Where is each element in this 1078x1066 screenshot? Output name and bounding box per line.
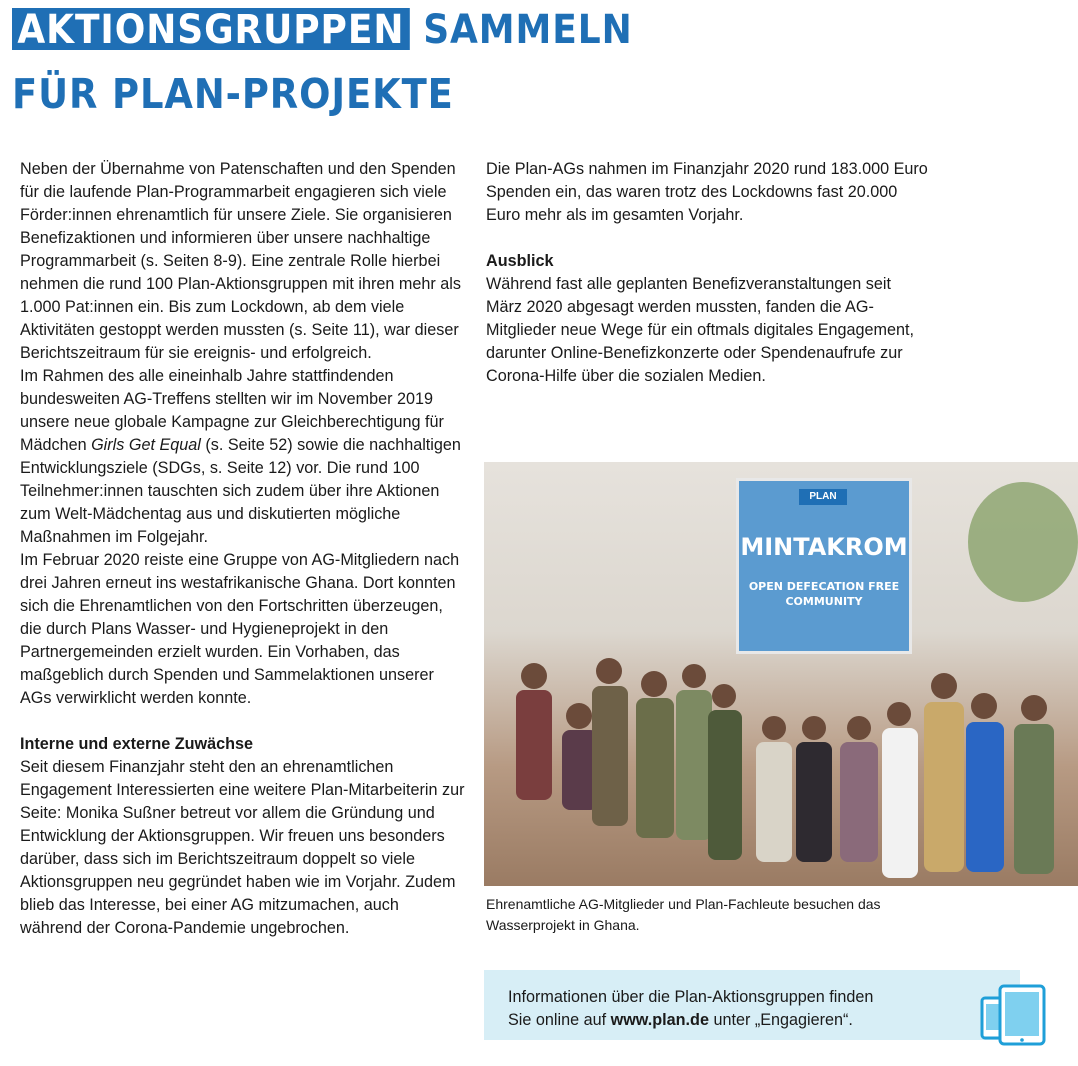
info-box (484, 970, 1020, 1040)
section-heading: Interne und externe Zuwächse (20, 735, 253, 753)
paragraph: Im Rahmen des alle eineinhalb Jahre stattfindenden bundesweiten AG-Treffens stellten wir im November 2019 unsere neue globale Kampagne zur Gleichberechtigung für Mädchen Girls Get Equal (s. Seite 52) sowie die nachhaltigen Entwicklungsziele (SDGs, s. Seite 12) vor. Die rund 100 Teilnehmer:innen tauschten sich zudem über ihre Aktionen zum Welt-Mädchentag aus und diskutierten mögliche Maßnahmen im Folgejahr. (20, 367, 461, 546)
info-text: Informationen über die Plan-Aktionsgruppen finden Sie online auf www.plan.de unter „Engagieren“. (508, 988, 874, 1029)
title-line-2: FÜR PLAN-PROJEKTE (12, 70, 454, 118)
left-column (20, 158, 465, 940)
paragraph: Seit diesem Finanzjahr steht den an ehrenamtlichen Engagement Interessierten eine weitere Plan-Mitarbeiterin zur Seite: Monika Sußner betreut vor allem die Gründung und Entwicklung der Aktionsgruppen. Wir freuen uns besonders darüber, dass sich im Berichtszeitraum doppelt so viele Aktionsgruppen neu gegründet haben wie im Vorjahr. Zudem blieb das Interesse, bei einer AG mitzumachen, auch während der Corona-Pandemie ungebrochen. (20, 758, 465, 937)
paragraph: Im Februar 2020 reiste eine Gruppe von AG-Mitgliedern nach drei Jahren erneut ins westafrikanische Ghana. Dort konnten sich die Ehrenamtlichen von den Fortschritten überzeugen, die durch Plans Wasser- und Hygieneprojekt in den Partnergemeinden erzielt wurden. Ein Vorhaben, das maßgeblich durch Spenden und Sammelaktionen unserer AGs verwirklicht werden konnte. (20, 551, 460, 707)
paragraph: Während fast alle geplanten Benefizveranstaltungen seit März 2020 abgesagt werden mussten, fanden die AG-Mitglieder neue Wege für ein oftmals digitales Engagement, darunter Online-Benefizkonzerte oder Spendenaufrufe zur Corona-Hilfe über die sozialen Medien. (486, 275, 915, 385)
title-rest: SAMMELN (423, 7, 633, 53)
page-title (12, 4, 633, 118)
right-column (486, 158, 931, 388)
campaign-name: Girls Get Equal (91, 436, 201, 454)
paragraph: Die Plan-AGs nahmen im Finanzjahr 2020 rund 183.000 Euro Spenden ein, das waren trotz des Lockdowns fast 20.000 Euro mehr als im gesamten Vorjahr. (486, 160, 928, 224)
plan-logo: PLAN (799, 489, 847, 505)
paragraph: Neben der Übernahme von Patenschaften und den Spenden für die laufende Plan-Programmarbeit engagieren sich viele Förder:innen ehrenamtlich für unsere Ziele. Sie organisieren Benefizaktionen und informieren über unsere nachhaltige Programmarbeit (s. Seiten 8-9). Eine zentrale Rolle hierbei nehmen die rund 100 Plan-Aktionsgruppen mit ihren mehr als 1.000 Pat:innen ein. Bis zum Lockdown, ab dem viele Aktivitäten gestoppt werden mussten (s. Seite 11), war dieser Berichtszeitraum für sie ereignis- und erfolgreich. (20, 160, 461, 362)
sign-title: MINTAKROM (740, 533, 908, 561)
tablet-icon (1000, 986, 1044, 1044)
title-highlight: AKTIONSGRUPPEN (12, 8, 410, 50)
sign-subtitle: OPEN DEFECATION FREE COMMUNITY (748, 580, 900, 608)
photo-caption: Ehrenamtliche AG-Mitglieder und Plan-Fachleute besuchen das Wasserprojekt in Ghana. (486, 896, 881, 933)
group-photo (484, 462, 1078, 886)
group-of-people (484, 556, 1078, 886)
devices-icon (980, 982, 1050, 1048)
section-heading: Ausblick (486, 252, 554, 270)
website-link[interactable]: www.plan.de (610, 1011, 709, 1029)
